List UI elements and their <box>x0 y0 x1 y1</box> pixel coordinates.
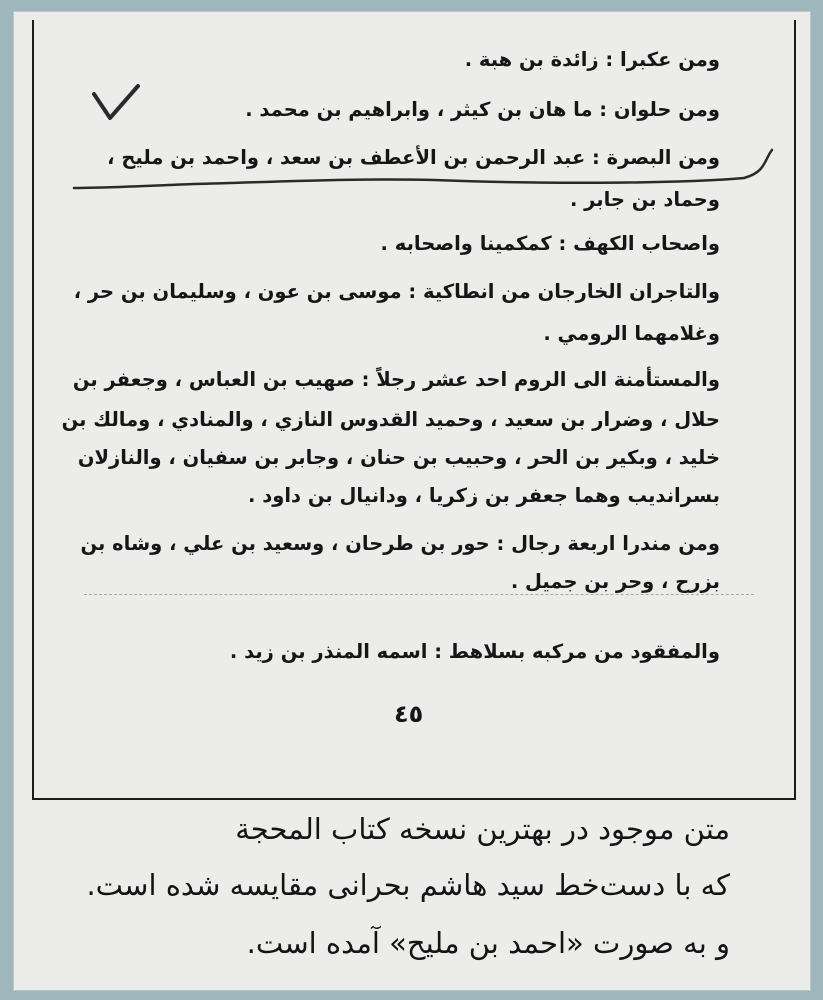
text-line-9: حلال ، وضرار بن سعيد ، وحميد القدوس النازي ، والمنادي ، ومالك بن <box>61 408 720 431</box>
text-line-8: والمستأمنة الى الروم احد عشر رجلاً : صهيب بن العباس ، وجعفر بن <box>72 368 720 391</box>
scanned-page <box>14 12 810 990</box>
text-line-4: وحماد بن جابر . <box>569 188 720 211</box>
text-line-2: ومن حلوان : ما هان بن كيثر ، وابراهيم بن محمد . <box>245 98 720 121</box>
caption-line-1: متن موجود در بهترين نسخه كتاب المحجة <box>235 812 730 846</box>
text-line-6: والتاجران الخارجان من انطاكية : موسى بن عون ، وسليمان بن حر ، <box>73 280 720 303</box>
text-line-10: خليد ، وبكير بن الحر ، وحبيب بن حنان ، وجابر بن سفيان ، والنازلان <box>77 446 720 469</box>
check-mark-annotation <box>94 86 138 118</box>
page-number: ٤٥ <box>394 700 424 728</box>
text-line-5: واصحاب الكهف : كمكمينا واصحابه . <box>380 232 720 255</box>
underline-annotation <box>74 150 772 188</box>
text-line-7: وغلامهما الرومي . <box>543 322 720 345</box>
text-line-11: بسرانديب وهما جعفر بن زكريا ، ودانيال بن داود . <box>248 484 720 507</box>
text-line-1: ومن عكبرا : زائدة بن هبة . <box>464 48 720 71</box>
caption-line-3: و به صورت «احمد بن مليح» آمده است. <box>246 926 730 960</box>
text-line-3: ومن البصرة : عبد الرحمن بن الأعطف بن سعد ، واحمد بن مليح ، <box>107 146 720 169</box>
text-line-12: ومن مندرا اربعة رجال : حور بن طرحان ، وسعيد بن علي ، وشاه بن <box>80 532 720 555</box>
caption-line-2: که با دست‌خط سيد هاشم بحرانى مقايسه شده است. <box>86 868 730 902</box>
text-line-14: والمفقود من مركبه بسلاهط : اسمه المنذر بن زيد . <box>229 640 720 663</box>
text-line-13: بزرح ، وحر بن جميل . <box>510 570 720 593</box>
